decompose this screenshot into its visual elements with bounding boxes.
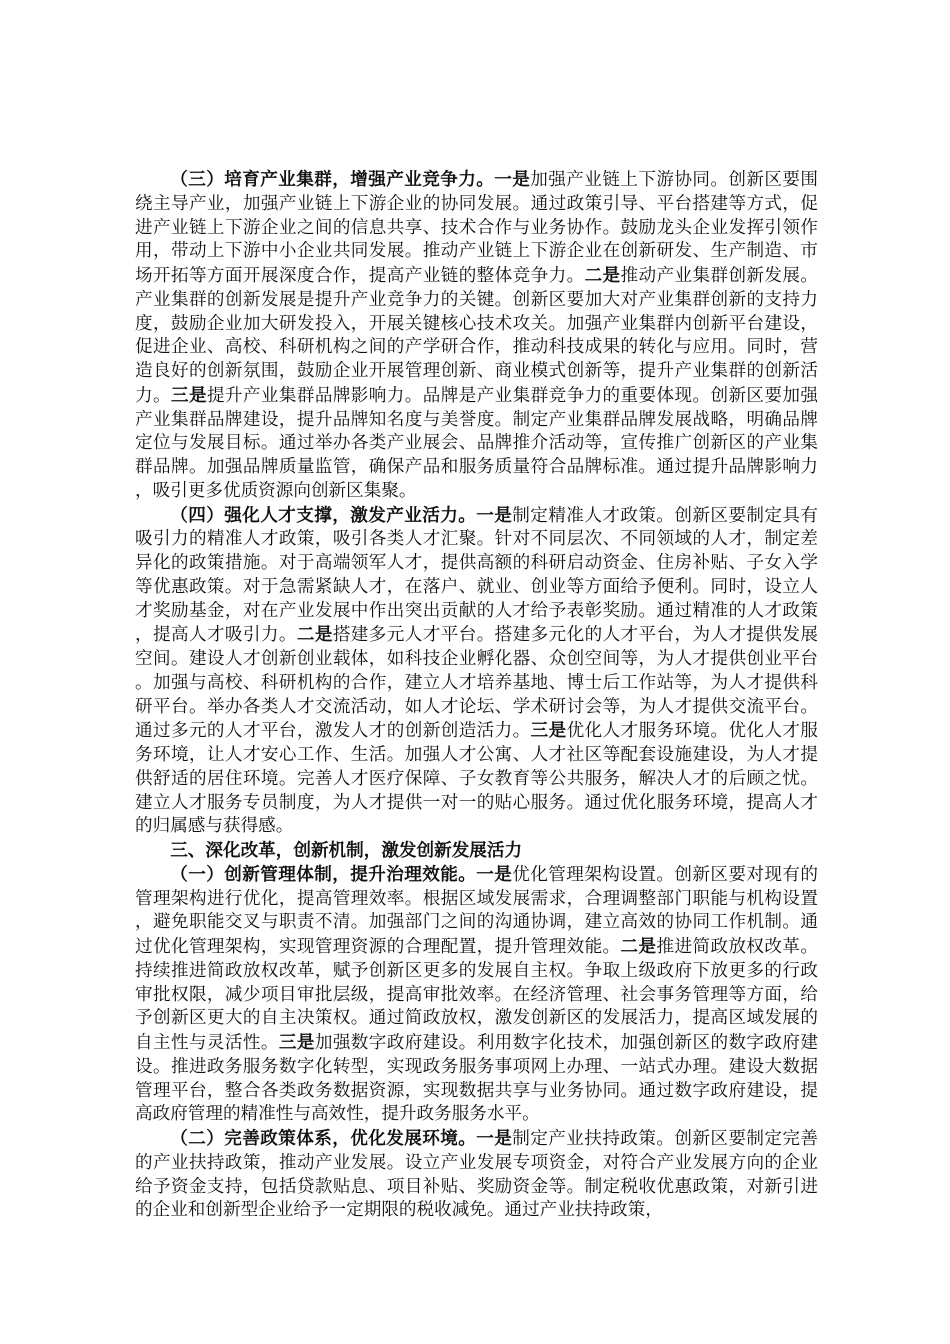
paragraph-text: 推动产业集群创新发展。产业集群的创新发展是提升产业竞争力的关键。创新区要加大对产业集群创新的支持力度，鼓励企业加大研发投入，开展关键核心技术攻关。加强产业集群内创新平台建设，促进企业、高校、科研机构之间的产学研合作，推动科技成果的转化与应用。同时，营造良好的创新氛围，鼓励企业开展管理创新、商业模式创新等，提升产业集群的创新活力。 [135,266,818,406]
paragraph-text: 制定产业扶持政策。创新区要制定完善的产业扶持政策，推动产业发展。设立产业发展专项资金，对符合产业发展方向的企业给予资金支持，包括贷款贴息、项目补贴、奖励资金等。制定税收优惠政策，对新引进的企业和创新型企业给予一定期限的税收减免。通过产业扶持政策， [135,1129,818,1221]
point-marker: 一是 [494,169,531,190]
paragraph-text: 搭建多元人才平台。搭建多元化的人才平台，为人才提供发展空间。建设人才创新创业载体，如科技企业孵化器、众创空间等，为人才提供创业平台。加强与高校、科研机构的合作，建立人才培养基地、博士后工作站等，为人才提供科研平台。举办各类人才交流活动，如人才论坛、学术研讨会等，为人才提供交流平台。通过多元的人才平台，激发人才的创新创造活力。 [135,625,818,742]
paragraph-text: 制定精准人才政策。创新区要制定具有吸引力的精准人才政策，吸引各类人才汇聚。针对不同层次、不同领域的人才，制定差异化的政策措施。对于高端领军人才，提供高额的科研启动资金、住房补贴、子女入学等优惠政策。对于急需紧缺人才，在落户、就业、创业等方面给予便利。同时，设立人才奖励基金，对在产业发展中作出突出贡献的人才给予表彰奖励。通过精准的人才政策，提高人才吸引力。 [135,505,818,646]
point-marker: 三是 [530,720,567,742]
paragraph-text: 优化管理架构设置。创新区要对现有的管理架构进行优化，提高管理效率。根据区域发展需求，合理调整部门职能与机构设置，避免职能交叉与职责不清。加强部门之间的沟通协调，建立高效的协同工作机制。通过优化管理架构，实现管理资源的合理配置，提升管理效能。 [135,864,818,957]
point-marker: 一是 [476,504,513,526]
point-marker: 二是 [584,265,621,286]
point-marker: 二是 [296,624,333,646]
point-marker: 一是 [476,863,513,885]
paragraph-lead: （三）培育产业集群，增强产业竞争力。 [170,169,495,190]
paragraph-text: 推进简政放权改革。持续推进简政放权改革，赋予创新区更多的发展自主权。争取上级政府下放更多的行政审批权限，减少项目审批层级，提高审批效率。在经济管理、社会事务管理等方面，给予创新区更大的自主决策权。通过简政放权，激发创新区的发展活力，提高区域发展的自主性与灵活性。 [135,937,818,1053]
paragraph-lead: （四）强化人才支撑，激发产业活力。 [170,504,477,526]
document-body [135,168,818,1223]
paragraph-policy-system [135,1127,818,1223]
paragraph-talent-support [135,504,818,840]
paragraph-text: 优化人才服务环境。优化人才服务环境，让人才安心工作、生活。加强人才公寓、人才社区等配套设施建设，为人才提供舒适的居住环境。完善人才医疗保障、子女教育等公共服务，解决人才的后顾之忧。建立人才服务专员制度，为人才提供一对一的贴心服务。通过优化服务环境，提高人才的归属感与获得感。 [135,721,818,837]
section-heading: 三、深化改革，创新机制，激发创新发展活力 [170,840,523,861]
paragraph-lead: （二）完善政策体系，优化发展环境。 [170,1128,477,1149]
paragraph-management-system [135,863,818,1127]
point-marker: 二是 [620,936,657,957]
point-marker: 一是 [476,1128,513,1149]
paragraph-text: 提升产业集群品牌影响力。品牌是产业集群竞争力的重要体现。创新区要加强产业集群品牌建设，提升品牌知名度与美誉度。制定产业集群品牌发展战略，明确品牌定位与发展目标。通过举办各类产业展会、品牌推介活动等，宣传推广创新区的产业集群品牌。加强品牌质量监管，确保产品和服务质量符合品牌标准。通过提升品牌影响力，吸引更多优质资源向创新区集聚。 [135,385,818,501]
paragraph-lead: （一）创新管理体制，提升治理效能。 [170,863,477,885]
point-marker: 三是 [170,384,207,406]
paragraph-text: 加强数字政府建设。利用数字化技术，加强创新区的数字政府建设。推进政务服务数字化转型，实现政务服务事项网上办理、一站式办理。建设大数据管理平台，整合各类政务数据资源，实现数据共享与业务协同。通过数字政府建设，提高政府管理的精准性与高效性，提升政务服务水平。 [135,1033,818,1125]
paragraph-text: 加强产业链上下游协同。创新区要围绕主导产业，加强产业链上下游企业的协同发展。通过政策引导、平台搭建等方式，促进产业链上下游企业之间的信息共享、技术合作与业务协作。鼓励龙头企业发挥引领作用，带动上下游中小企业共同发展。推动产业链上下游企业在创新研发、生产制造、市场开拓等方面开展深度合作，提高产业链的整体竞争力。 [135,170,818,286]
point-marker: 三是 [278,1032,315,1053]
paragraph-industrial-clusters [135,168,818,504]
